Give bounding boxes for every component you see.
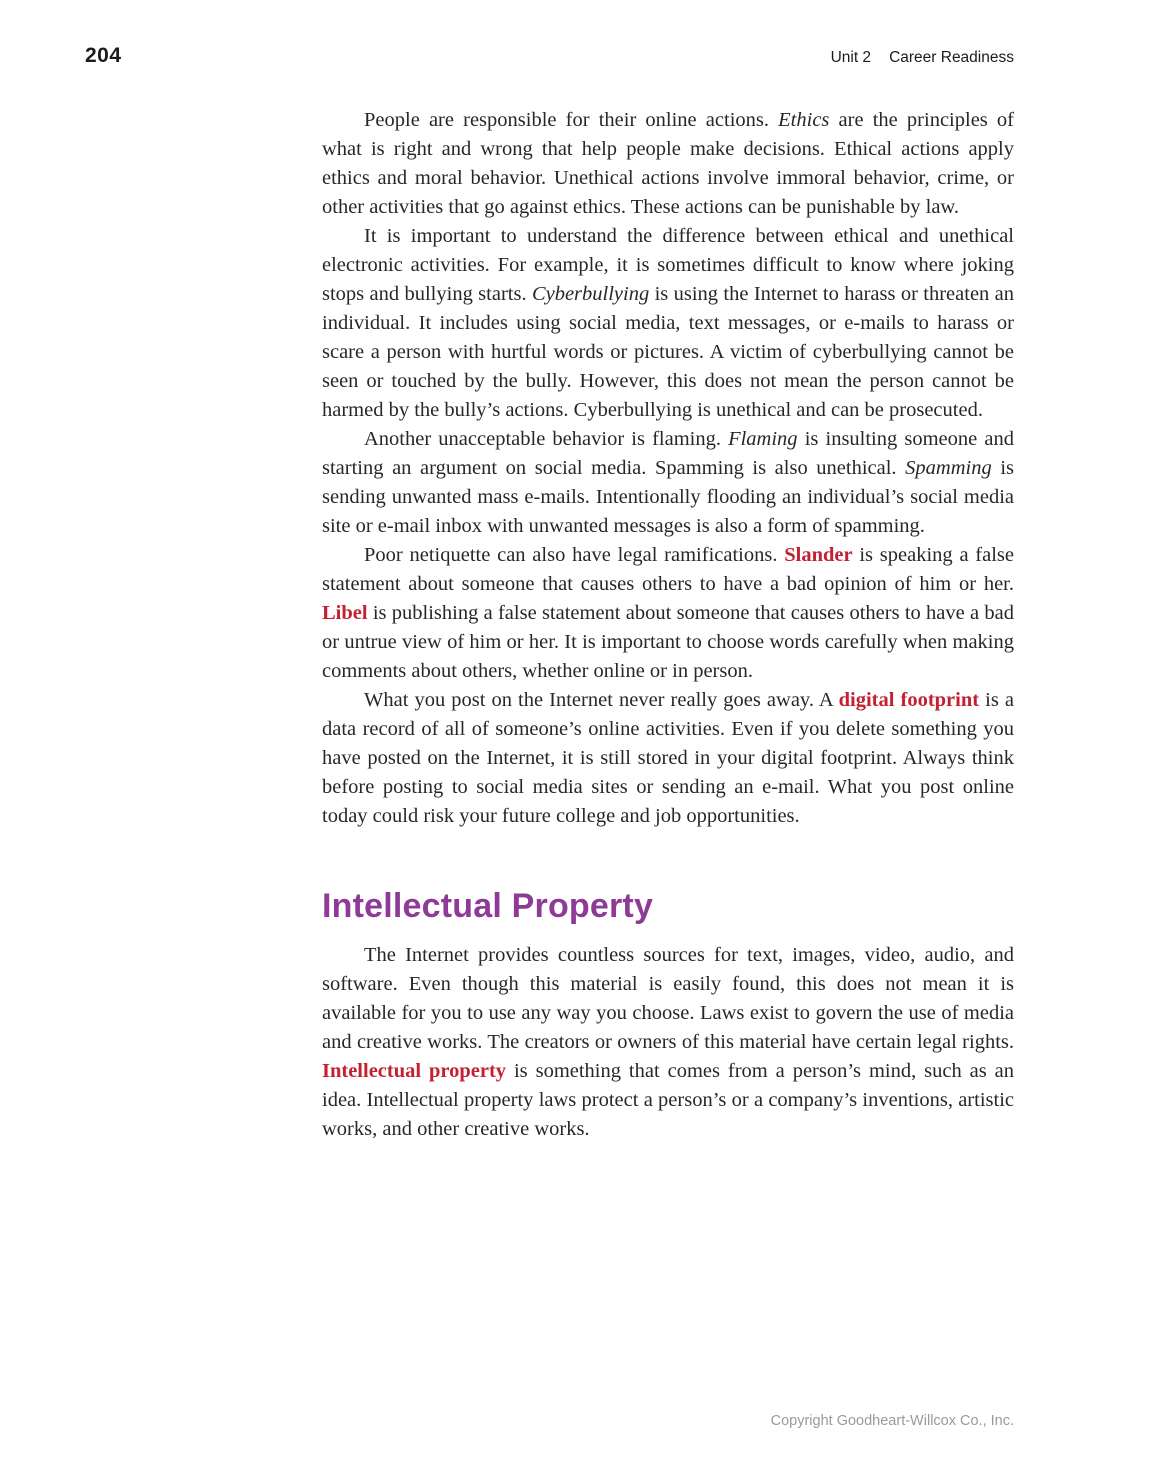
text-run: Poor netiquette can also have legal ramifications. [364, 544, 785, 566]
paragraph [322, 941, 1014, 1144]
paragraph [322, 222, 1014, 425]
text-run: are the principles of what is right and wrong that help people make decisions. Ethical actions apply ethics and moral behavior. Unethical actions involve immoral behavior, crime, or other activities that go against ethics. These actions can be punishable by law. [322, 109, 1014, 218]
text-run: is publishing a false statement about someone that causes others to have a bad or untrue view of him or her. It is important to choose words carefully when making comments about others, whether online or in person. [322, 602, 1014, 682]
text-run: People are responsible for their online actions. [364, 109, 779, 131]
page-header [85, 44, 1014, 68]
body-content [322, 106, 1014, 1144]
paragraph [322, 686, 1014, 831]
key-term: digital footprint [838, 689, 980, 711]
italic-term: Ethics [778, 109, 830, 131]
text-run: It is important to understand the difference between ethical and unethical electronic activities. For example, it is sometimes difficult to know where joking stops and bullying starts. [322, 225, 1014, 305]
paragraph [322, 106, 1014, 222]
section-heading: Intellectual Property [322, 887, 654, 925]
running-head-title: Career Readiness [889, 49, 1014, 66]
copyright-notice: Copyright Goodheart-Willcox Co., Inc. [770, 1413, 1014, 1429]
italic-term: Flaming [728, 428, 798, 450]
text-run: is speaking a false statement about someone that causes others to have a bad opinion of him or her. [322, 544, 1015, 595]
text-run: is insulting someone and starting an argument on social media. Spamming is also unethical. [322, 428, 1014, 479]
italic-term: Cyberbullying [531, 283, 650, 305]
running-head [831, 49, 1014, 67]
paragraph [322, 425, 1014, 541]
italic-term: Spamming [905, 457, 992, 479]
running-head-unit: Unit 2 [830, 49, 872, 66]
text-run: The Internet provides countless sources for text, images, video, audio, and software. Even though this material is easily found, this does not mean it is available for you to use any way you choose. Laws exist to govern the use of media and creative works. The creators or owners of this material have certain legal rights. [322, 944, 1014, 1053]
key-term: Libel [322, 602, 368, 624]
text-run: is something that comes from a person’s mind, such as an idea. Intellectual property laws protect a person’s or a company’s inventions, artistic works, and other creative works. [322, 1060, 1015, 1140]
text-run: is a data record of all of someone’s online activities. Even if you delete something you have posted on the Internet, it is still stored in your digital footprint. Always think before posting to social media sites or sending an e-mail. What you post online today could risk your future college and job opportunities. [322, 689, 1014, 827]
text-run: is using the Internet to harass or threaten an individual. It includes using social media, text messages, or e-mails to harass or scare a person with hurtful words or pictures. A victim of cyberbullying cannot be seen or touched by the bully. However, this does not mean the person cannot be harmed by the bully’s actions. Cyberbullying is unethical and can be prosecuted. [322, 283, 1014, 421]
text-run: Another unacceptable behavior is flaming. [364, 428, 729, 450]
key-term: Intellectual property [322, 1060, 507, 1082]
text-run: What you post on the Internet never really goes away. A [364, 689, 839, 711]
page-number: 204 [85, 44, 122, 67]
text-run: is sending unwanted mass e-mails. Intentionally flooding an individual’s social media site or e-mail inbox with unwanted messages is also a form of spamming. [322, 457, 1014, 537]
paragraph [322, 541, 1014, 686]
key-term: Slander [784, 544, 853, 566]
